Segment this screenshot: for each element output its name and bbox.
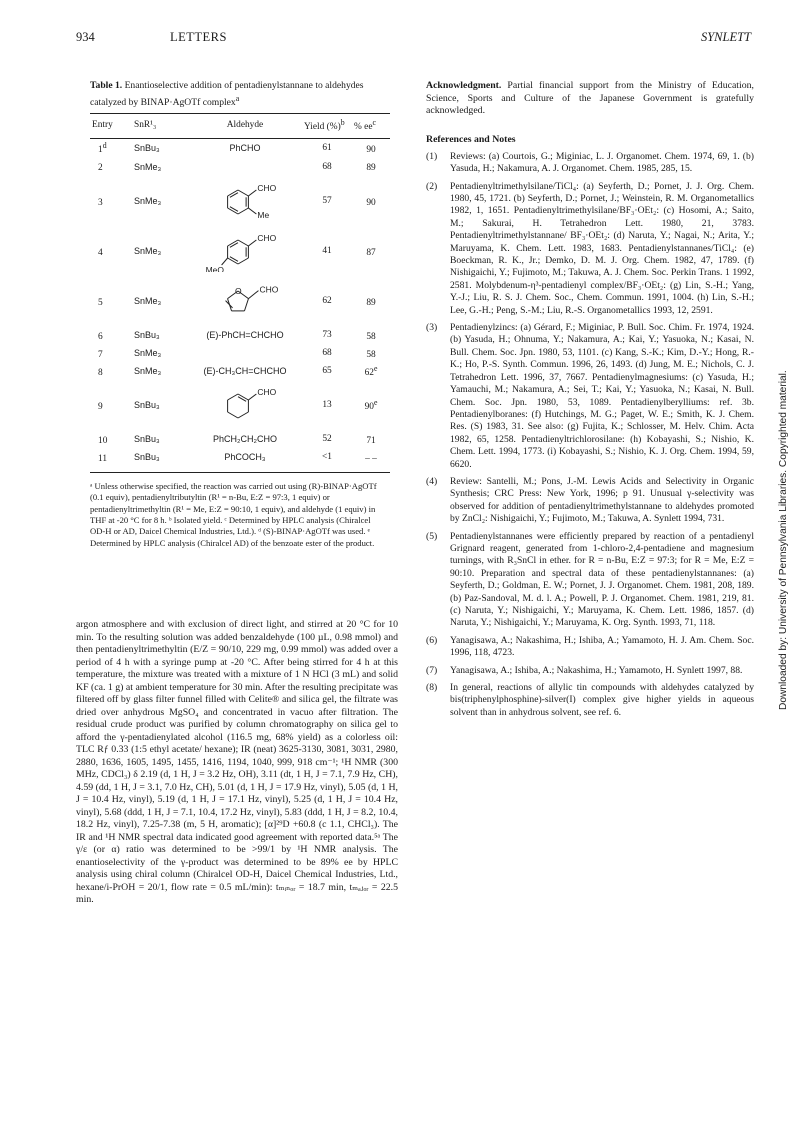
- table-header-row: [90, 114, 390, 139]
- cell-entry: [90, 430, 132, 448]
- methoxy-label: MeO: [205, 264, 225, 272]
- m-anisaldehyde-structure: [200, 228, 290, 272]
- reference-item: [426, 531, 754, 630]
- left-column: [76, 80, 398, 549]
- cell-yield: 62: [322, 295, 332, 306]
- cell-aldehyde: [188, 176, 302, 226]
- aldehyde-structure: [200, 178, 290, 222]
- header-snr: SnR¹₃: [132, 114, 188, 139]
- cell-ee: [352, 380, 390, 430]
- reference-number: (3): [426, 322, 438, 334]
- reference-item: [426, 151, 754, 176]
- cell-yield: 65: [322, 365, 332, 376]
- cell-ee: [352, 139, 390, 158]
- header-yield: [302, 114, 352, 139]
- table-row: [90, 276, 390, 326]
- entry-value: 5: [98, 297, 103, 308]
- furan-oxygen-label: O: [235, 285, 242, 296]
- cell-snr: SnBu₃: [134, 399, 160, 410]
- cell-entry: [90, 362, 132, 380]
- ee-value: 89: [366, 297, 376, 308]
- cell-entry: [90, 157, 132, 175]
- cell-snr: SnMe₃: [134, 365, 162, 376]
- reference-item: [426, 181, 754, 317]
- cell-entry: [90, 380, 132, 430]
- methyl-label: Me: [257, 209, 270, 220]
- table-row: [90, 139, 390, 158]
- entry-value: 2: [98, 163, 103, 174]
- cell-entry: [90, 176, 132, 226]
- reference-text: Reviews: (a) Courtois, G.; Miginiac, L. J. Organomet. Chem. 1974, 69, 1. (b) Yasuda, H.; Nakamura, A. J. Organomet. Chem. 1985, 285, 15.: [450, 150, 754, 175]
- table-caption-sup: a: [235, 93, 240, 103]
- reference-item: [426, 665, 754, 677]
- cell-ee: [352, 176, 390, 226]
- cell-snr: SnBu₃: [134, 143, 160, 154]
- cell-yield: <1: [302, 448, 352, 473]
- cell-aldehyde: [188, 139, 302, 158]
- header-ee: [352, 114, 390, 139]
- entry-value: 10: [98, 436, 108, 447]
- download-notice: Downloaded by: University of Pennsylvania Libraries. Copyrighted material.: [778, 370, 789, 710]
- acknowledgment-title: Acknowledgment.: [426, 80, 502, 91]
- entry-value: 4: [98, 247, 103, 258]
- header-yield-label: Yield (%): [304, 122, 341, 133]
- cell-yield: 13: [322, 399, 332, 410]
- table-row: [90, 380, 390, 430]
- reference-number: (1): [426, 150, 438, 162]
- cell-yield: 68: [322, 161, 332, 172]
- cell-yield: 41: [322, 245, 332, 256]
- table-row: [90, 326, 390, 344]
- header-entry: Entry: [90, 114, 132, 139]
- references-title: References and Notes: [426, 133, 516, 145]
- aldehyde-structure: [200, 278, 290, 322]
- entry-value: 3: [98, 197, 103, 208]
- cell-entry: [90, 139, 132, 158]
- reference-text: Pentadienylstannanes were efficiently prepared by reaction of a pentadienyl Grignard reagent, generated from 1-chloro-2,4-pentadiene and magnesium turnings, with R₃SnCl in ether. for R = n-Bu, E:Z = 97:3; for R = Me, E:Z = 90:10. Preparation and spectral data of these pentadienylstannanes: (a) Seyferth, D.; Goldman, E. W.; Pornet, J. J. Organomet. Chem. 1981, 208, 189. (b) Paz-Sandoval, M. d. l. A.; Powell, P. J. Organomet. Chem. 1981, 219, 81. (c) Naruta, Y.; Nishigaichi, Y.; Maruyama, K. Chem. Lett. 1986, 1857. (d) Naruta, Y.; Nishigaichi, Y.; Maruyama, K. Org. Synth. 1993, 71, 118.: [450, 530, 754, 629]
- ee-value: 58: [366, 349, 376, 360]
- cell-snr: SnMe₃: [134, 195, 162, 206]
- cell-yield: 52: [322, 434, 332, 444]
- reference-text: Review: Santelli, M.; Pons, J.-M. Lewis Acids and Selectivity in Organic Synthesis; CRC Press: New York, 1996; p 91. Unusual γ-selectivity was observed for addition of pentadienyltrimethylstannane to aldehydes promoted by ZnCl₂: Nishigaichi, Y.; Fujimoto, M.; Takuwa, A. Synlett 1994, 731.: [450, 475, 754, 525]
- cell-snr: SnMe₃: [134, 347, 162, 358]
- aldehyde-name: (E)-CH₃CH=CHCHO: [203, 365, 287, 376]
- experimental-text: argon atmosphere and with exclusion of direct light, and stirred at 20 °C for 10 min. To the resulting solution was added benzaldehyde (100 µL, 0.98 mmol) and then pentadienyltrimethyltin (E/Z = 90/10, 229 mg, 0.99 mmol) was added over a period of 4 h with a syringe pump at -20 °C. After being stirred for 4 h at this temperature, the mixture was treated with a mixture of 1 N HCl (3 mL) and solid KF (ca. 1 g) at ambient temperature for 30 min. After the resulting precipitate was filtered off by glass filter funnel filled with Celite® and silica gel, the filtrate was dried over anhydrous MgSO₄ and concentrated in vacuo after filtration. The residual crude product was purified by column chromatography on silica gel to afford the γ-pentadienylated alcohol (116.5 mg, 68% yield) as a colorless oil: TLC Rƒ 0.33 (1:5 ethyl acetate/ hexane); IR (neat) 3625-3130, 3081, 3031, 2980, 2880, 1636, 1605, 1495, 1455, 1416, 1194, 1040, 999, 918 cm⁻¹; ¹H NMR (300 MHz, CDCl₃) δ 2.19 (d, 1 H, J = 3.2 Hz, OH), 3.11 (dt, 1 H, J = 7.1, 7.9 Hz, CH), 4.59 (dd, 1 H, J = 3.1, 7.0 Hz, CH), 5.01 (d, 1 H, J = 17.9 Hz, vinyl), 5.05 (d, 1 H, J = 10.4 Hz, vinyl), 5.19 (d, 1 H, J = 17.1 Hz, vinyl), 5.25 (d, 1 H, J = 10.4 Hz, vinyl), 5.68 (ddd, 1 H, J = 7.1, 10.4, 17.2 Hz, vinyl), 5.83 (ddd, 1 H, J = 8.2, 10.4, 18.2 Hz, vinyl), 7.25-7.38 (m, 5 H, aromatic); [α]²⁹D +60.8 (c 1.1, CHCl₃). The IR and ¹H NMR spectral data indicated good agreement with reported data.⁵ᵃ The γ/ε (or α) ratio was determined to be >99/1 by ¹H NMR analysis. The enantioselectivity of the γ-product was determined to be 89% ee by HPLC analysis using chiral column (Chiralcel OD-H, Daicel Chemical Industries, Ltd., hexane/i-PrOH = 20/1, flow rate = 0.5 mL/min): tₘᵢₙₒᵣ = 18.7 min, tₘₐⱼₒᵣ = 22.5 min.: [76, 619, 398, 905]
- table-caption-text: Enantioselective addition of pentadienylstannane to aldehydes catalyzed by BINAP·AgOTf complex: [90, 80, 364, 108]
- reference-text: Pentadienyltrimethylsilane/TiCl₄: (a) Seyferth, D.; Pornet, J. J. Org. Chem. 1980, 45, 1721. (b) Seyferth, D.; Pornet, J.; Weinstein, R. M. Organometallics 1982, 1, 1651. Pentadienyltrimethylsilane/BF₃·OEt₂: (c) Hosomi, A.; Saito, M.; Sakurai, H. Tetrahedron Lett. 1980, 21, 3783. Pentadienyltrimethylstannane/ BF₃·OEt₂: (d) Naruta, Y.; Nagai, N.; Arita, Y.; Maruyama, K. Chem. Lett. 1983, 1683. Pentadienylstannanes/TiCl₄: (e) Boeckman, R. K., Jr.; Demko, D. M. J. Org. Chem. 1982, 47, 1789. (f) Nishigaichi, Y.; Fujimoto, M.; Takuwa, A. J. Chem. Soc. Perkin Trans. 1 1992, 2581. Molybdenum-η³-pentadienyl complex/BF₃·OEt₂: (g) Lin, S.-H.; Yang, Y.-J.; Liu, R. S. J. Chem. Soc., Chem. Commun. 1991, 1004. (h) Lin, S.-H.; Lee, G.-H.; Peng, S.-M.; Liu, R.-S. Organometallics 1993, 12, 2591.: [450, 180, 754, 316]
- entry-value: 8: [98, 367, 103, 378]
- cell-aldehyde: [188, 326, 302, 344]
- aldehyde-name: (E)-PhCH=CHCHO: [206, 329, 284, 340]
- cell-yield: 61: [322, 143, 332, 154]
- ee-value: – –: [365, 454, 377, 465]
- aldehyde-name: PhCHO: [229, 143, 261, 154]
- reference-text: In general, reactions of allylic tin compounds with aldehydes catalyzed by bis(triphenylphosphine)-silver(I) complex give higher yields in aqueous solvent than in anhydrous solvent, see ref. 6.: [450, 682, 754, 718]
- cell-snr: SnMe₃: [134, 245, 162, 256]
- cell-yield: 73: [322, 329, 332, 340]
- results-table: [90, 113, 390, 473]
- cell-snr: SnBu₃: [134, 434, 160, 444]
- cell-ee: [352, 448, 390, 473]
- journal-name: SYNLETT: [700, 30, 751, 44]
- furfural-structure: [200, 278, 290, 322]
- cyclohexenecarbaldehyde-structure: [200, 382, 290, 426]
- cell-aldehyde: [188, 276, 302, 326]
- page-number: 934: [76, 30, 95, 44]
- cell-ee: [352, 157, 390, 175]
- aldehyde-name: PhCOCH₃: [224, 452, 266, 463]
- entry-value: 9: [98, 402, 103, 412]
- cell-aldehyde: [188, 226, 302, 276]
- header-yield-sup: b: [340, 118, 345, 128]
- ee-sup: e: [373, 363, 378, 373]
- header-ee-sup: c: [372, 118, 376, 128]
- cho-label: CHO: [259, 284, 279, 295]
- ee-value: 62: [364, 367, 374, 378]
- entry-value: 1: [98, 145, 103, 156]
- table-row: [90, 344, 390, 362]
- table-body: [90, 139, 390, 473]
- reference-number: (6): [426, 634, 438, 646]
- cell-entry: [90, 448, 132, 473]
- reference-number: (7): [426, 664, 438, 676]
- cell-aldehyde: [188, 362, 302, 380]
- cell-ee: [352, 430, 390, 448]
- entry-value: 6: [98, 331, 103, 342]
- table-caption-label: Table 1.: [90, 80, 123, 91]
- reference-text: Yanagisawa, A.; Nakashima, H.; Ishiba, A.; Yamamoto, H. J. Am. Chem. Soc. 1996, 118, 4723.: [450, 634, 754, 659]
- aldehyde-structure: [200, 228, 290, 272]
- reference-item: [426, 635, 754, 660]
- entry-sup: d: [102, 141, 107, 151]
- cell-entry: [90, 326, 132, 344]
- reference-number: (4): [426, 475, 438, 487]
- section-label: LETTERS: [170, 30, 227, 44]
- reference-text: Yanagisawa, A.; Ishiba, A.; Nakashima, H.; Yamamoto, H. Synlett 1997, 88.: [450, 664, 743, 676]
- references-list: [426, 151, 754, 719]
- table-footnotes: ᵃ Unless otherwise specified, the reaction was carried out using (R)-BINAP·AgOTf (0.1 equiv), pentadienyltributyltin (R¹ = n-Bu, E:Z = 97:3, 1 equiv) or pentadienyltrimethyltin (R¹ = Me, E:Z = 90:10, 1 equiv), and aldehyde (1 equiv) in THF at -20 °C for 8 h. ᵇ Isolated yield. ᶜ Determined by HPLC analysis (Chiralcel OD-H or AD, Daicel Chemical Industries, Ltd.). ᵈ (S)-BINAP·AgOTf was used. ᵉ Determined by HPLC analysis (Chiralcel AD) of the benzoate ester of the product.: [90, 481, 377, 548]
- cell-aldehyde: [188, 157, 302, 175]
- reference-item: [426, 322, 754, 471]
- aldehyde-structure: [200, 382, 290, 426]
- ee-sup: e: [373, 397, 378, 407]
- cell-entry: [90, 226, 132, 276]
- cell-yield: 57: [322, 195, 332, 206]
- cell-entry: [90, 276, 132, 326]
- table-row: [90, 430, 390, 448]
- entry-value: 7: [98, 349, 103, 360]
- cell-aldehyde: [188, 380, 302, 430]
- cell-snr: SnBu₃: [132, 448, 188, 473]
- table-row: [90, 176, 390, 226]
- reference-item: [426, 682, 754, 719]
- cell-aldehyde: [188, 430, 302, 448]
- table-row: [90, 157, 390, 175]
- ee-value: 90: [366, 145, 376, 156]
- ee-value: 87: [366, 247, 376, 258]
- cho-label: CHO: [257, 386, 277, 397]
- cell-snr: SnBu₃: [134, 329, 160, 340]
- header-ee-label: % ee: [354, 122, 373, 133]
- ee-value: 58: [366, 331, 376, 342]
- ee-value: 90: [364, 402, 374, 412]
- cho-label: CHO: [257, 182, 277, 193]
- ee-value: 89: [366, 163, 376, 174]
- o-tolualdehyde-structure: [200, 178, 290, 222]
- ee-value: 71: [366, 436, 376, 447]
- cell-aldehyde: [188, 448, 302, 473]
- cell-snr: SnMe₃: [134, 295, 162, 306]
- reference-text: Pentadienylzincs: (a) Gérard, F.; Miginiac, P. Bull. Soc. Chim. Fr. 1974, 1924. (b) Yasuda, H.; Ohnuma, Y.; Nakamura, A.; Kai, Y.; Yasuoka, N.; Kasai, N. Bull. Chem. Soc. Jpn. 1980, 53, 1101. (c) Kang, S.-K.; Kim, D.-Y.; Hong, R.-K.; Ho, P.-S. Synth. Commun. 1996, 26, 1493. (d) Jung, M. E.; Nichols, C. J. Tetrahedron Lett. 1996, 37, 7667. Pentadienylmagnesiums: (c) Yasuda, H.; Yamauchi, M.; Nakamura, A.; Sei, T.; Kai, Y.; Yasuoka, N.; Kasai, N. Bull. Chem. Soc. Jpn. 1980, 53, 1089. Pentadienylberylliums: ref. 3b. Pentadienylboranes: (f) Hutchings, M. G.; Paget, W. E.; Smith, K. J. Chem. Res. (S) 1983, 31. See also: (g) Fujita, K.; Schlosser, M. Helv. Chim. Acta 1982, 65, 1258. Pentadienyltrichlorosilane: (h) Kobayashi, S.; Nishio, K. Chem. Lett. 1994, 1773. (i) Kobayashi, S.; Nishio, K. J. Org. Chem. 1994, 59, 6620.: [450, 322, 754, 470]
- reference-number: (2): [426, 180, 438, 192]
- acknowledgment: [426, 80, 754, 118]
- cho-label: CHO: [257, 232, 277, 243]
- table-row: [90, 362, 390, 380]
- cell-entry: [90, 344, 132, 362]
- cell-ee: [352, 326, 390, 344]
- cell-ee: [352, 344, 390, 362]
- cell-ee: [352, 276, 390, 326]
- reference-number: (8): [426, 682, 438, 694]
- cell-snr: SnMe₃: [134, 161, 162, 172]
- acknowledgment-text: Partial financial support from the Ministry of Education, Science, Sports and Culture of the Japanese Government is gratefully acknowledged.: [426, 80, 754, 117]
- table-row: [90, 226, 390, 276]
- reference-item: [426, 476, 754, 526]
- cell-aldehyde: [188, 344, 302, 362]
- cell-yield: 68: [322, 347, 332, 358]
- aldehyde-name: PhCH₂CH₂CHO: [213, 434, 277, 444]
- table-caption: [90, 80, 398, 109]
- table-row: [90, 448, 390, 473]
- reference-number: (5): [426, 530, 438, 542]
- ee-value: 90: [366, 197, 376, 208]
- cell-ee: [352, 362, 390, 380]
- entry-value: 11: [98, 454, 108, 465]
- cell-ee: [352, 226, 390, 276]
- right-column: [426, 80, 754, 724]
- header-aldehyde: Aldehyde: [188, 114, 302, 139]
